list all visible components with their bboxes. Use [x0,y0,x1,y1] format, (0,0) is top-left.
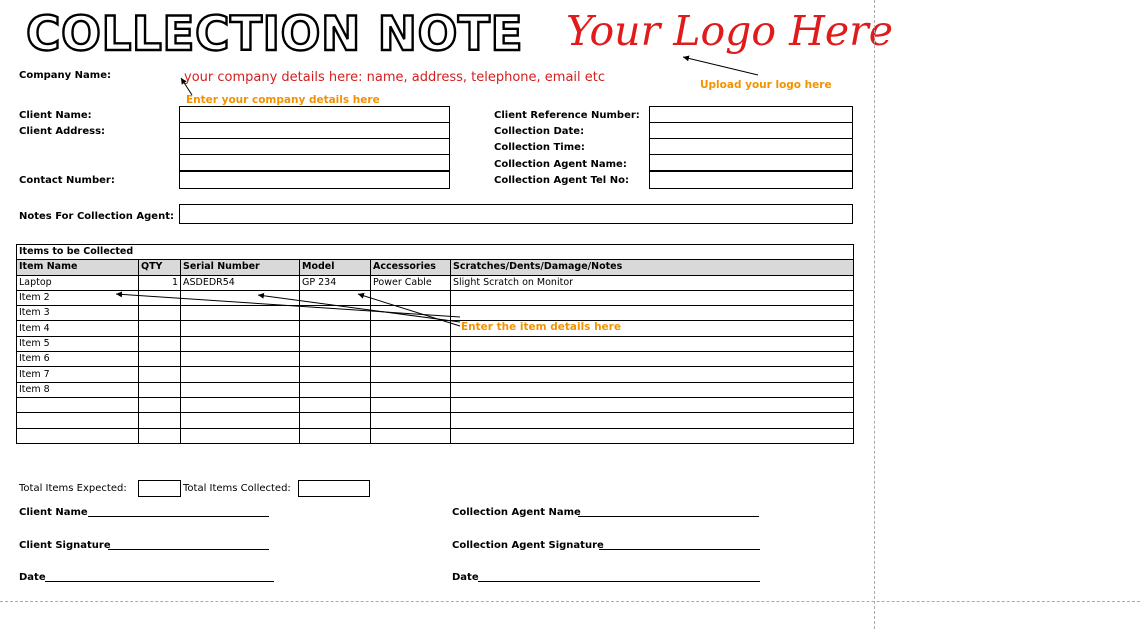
document-title: COLLECTION NOTE [26,7,524,62]
notes-label: Notes For Collection Agent: [19,211,174,222]
collection-time-label: Collection Time: [494,142,585,153]
table-cell[interactable]: 1 [139,275,181,290]
column-header: Item Name [17,260,139,275]
table-cell[interactable]: Item 2 [17,290,139,305]
table-cell[interactable]: Item 6 [17,352,139,367]
items-caption: Items to be Collected [17,245,854,260]
column-header: Accessories [371,260,451,275]
company-details-hint: Enter your company details here [186,94,380,106]
logo-hint: Upload your logo here [700,79,832,91]
collection-agent-tel-label: Collection Agent Tel No: [494,175,629,186]
table-cell[interactable]: Item 8 [17,382,139,397]
item-arrow-1 [116,294,460,317]
agent-name-sign-label: Collection Agent Name [452,507,581,518]
table-cell[interactable]: GP 234 [300,275,371,290]
company-details-text[interactable]: your company details here: name, address, telephone, email etc [184,70,606,85]
company-arrow [181,78,192,95]
logo-placeholder[interactable]: Your Logo Here [566,7,893,55]
total-collected-label: Total Items Collected: [183,483,291,494]
client-address-label: Client Address: [19,126,106,137]
collection-date-label: Collection Date: [494,126,585,137]
column-header: QTY [139,260,181,275]
agent-signature-label: Collection Agent Signature [452,540,604,551]
client-signature-label: Client Signature [19,540,111,551]
table-cell[interactable]: Power Cable [371,275,451,290]
column-header: Model [300,260,371,275]
total-expected-label: Total Items Expected: [19,483,127,494]
table-cell[interactable]: ASDEDR54 [181,275,300,290]
column-header: Scratches/Dents/Damage/Notes [451,260,854,275]
client-name-sign-label: Client Name [19,507,88,518]
items-hint: Enter the item details here [461,321,621,333]
item-arrow-2 [258,295,460,322]
table-cell[interactable]: Slight Scratch on Monitor [451,275,854,290]
contact-number-label: Contact Number: [19,175,115,186]
client-date-label: Date [19,572,46,583]
table-cell[interactable]: Item 5 [17,336,139,351]
table-cell[interactable]: Laptop [17,275,139,290]
logo-arrow [683,57,758,75]
client-reference-label: Client Reference Number: [494,110,640,121]
company-name-label: Company Name: [19,70,111,81]
table-cell[interactable]: Item 3 [17,306,139,321]
column-header: Serial Number [181,260,300,275]
client-name-label: Client Name: [19,110,92,121]
table-cell[interactable]: Item 7 [17,367,139,382]
table-cell[interactable]: Item 4 [17,321,139,336]
agent-date-label: Date [452,572,479,583]
collection-agent-name-label: Collection Agent Name: [494,159,627,170]
